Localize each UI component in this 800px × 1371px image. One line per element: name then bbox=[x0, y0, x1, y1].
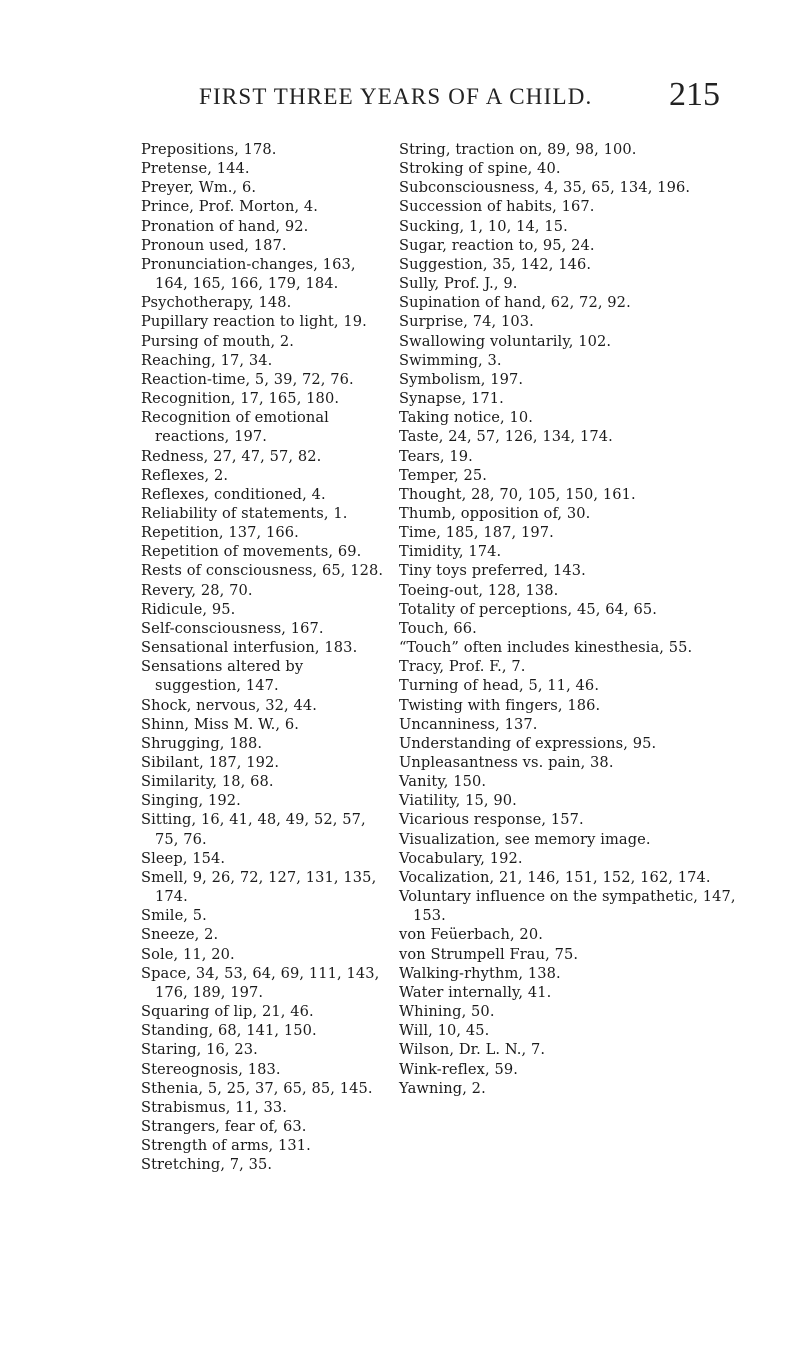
index-entry: Ridicule, 95. bbox=[141, 600, 236, 618]
running-title: FIRST THREE YEARS OF A CHILD. bbox=[199, 84, 593, 109]
index-entry: Turning of head, 5, 11, 46. bbox=[399, 677, 600, 695]
index-entry: Strangers, fear of, 63. bbox=[141, 1117, 307, 1135]
index-entry: Shrugging, 188. bbox=[141, 734, 263, 752]
index-entry: Surprise, 74, 103. bbox=[399, 313, 534, 331]
index-entry: Wilson, Dr. L. N., 7. bbox=[399, 1041, 546, 1059]
index-entry: Water internally, 41. bbox=[399, 983, 552, 1001]
index-entry: Stroking of spine, 40. bbox=[399, 160, 561, 178]
index-entry: Voluntary influence on the sympathetic, 147, 153. bbox=[399, 888, 736, 925]
index-entry: Smile, 5. bbox=[141, 907, 207, 925]
index-entry: Synapse, 171. bbox=[399, 390, 504, 408]
index-entry: Strength of arms, 131. bbox=[141, 1137, 311, 1155]
index-entry: Recognition of emotional reactions, 197. bbox=[141, 409, 329, 446]
index-entry: Thought, 28, 70, 105, 150, 161. bbox=[399, 485, 636, 503]
index-entry: Tracy, Prof. F., 7. bbox=[399, 658, 526, 676]
index-entry: Reflexes, conditioned, 4. bbox=[141, 485, 326, 503]
index-entry: Touch, 66. bbox=[399, 619, 477, 637]
index-entry: Vanity, 150. bbox=[399, 773, 487, 791]
index-entry: Strabismus, 11, 33. bbox=[141, 1098, 287, 1116]
index-column-right bbox=[399, 140, 739, 1098]
index-entry: Unpleasantness vs. pain, 38. bbox=[399, 754, 614, 771]
index-entry: String, traction on, 89, 98, 100. bbox=[399, 141, 637, 158]
index-entry: Pupillary reaction to light, 19. bbox=[141, 313, 367, 331]
index-entry: Singing, 192. bbox=[141, 792, 241, 810]
index-entry: Sitting, 16, 41, 48, 49, 52, 57, 75, 76. bbox=[141, 811, 366, 848]
index-entry: Sucking, 1, 10, 14, 15. bbox=[399, 217, 568, 235]
index-entry: Vocabulary, 192. bbox=[399, 849, 523, 867]
index-column-left bbox=[141, 140, 388, 1174]
index-entry: Subconsciousness, 4, 35, 65, 134, 196. bbox=[399, 179, 691, 197]
index-entry: Succession of habits, 167. bbox=[399, 198, 595, 216]
index-entry: Tiny toys preferred, 143. bbox=[399, 562, 586, 580]
index-entry: Time, 185, 187, 197. bbox=[399, 524, 554, 542]
index-entry: Sneeze, 2. bbox=[141, 926, 219, 944]
index-entry: Pronunciation-changes, 163, 164, 165, 166, 179, 184. bbox=[141, 255, 356, 293]
index-entry: Walking-rhythm, 138. bbox=[399, 964, 561, 982]
index-entry: Reaction-time, 5, 39, 72, 76. bbox=[141, 370, 354, 388]
index-entry: Reliability of statements, 1. bbox=[141, 504, 348, 522]
index-entry: Squaring of lip, 21, 46. bbox=[141, 1003, 314, 1021]
index-entry: Toeing-out, 128, 138. bbox=[399, 581, 559, 599]
index-entry: Similarity, 18, 68. bbox=[141, 773, 274, 791]
index-entry: Swallowing voluntarily, 102. bbox=[399, 332, 612, 350]
index-entry: Sugar, reaction to, 95, 24. bbox=[399, 236, 595, 254]
index-entry: Stretching, 7, 35. bbox=[141, 1156, 273, 1174]
index-entry: Sully, Prof. J., 9. bbox=[399, 275, 518, 293]
index-entry: Sole, 11, 20. bbox=[141, 945, 235, 963]
index-entry: Will, 10, 45. bbox=[399, 1022, 490, 1040]
index-entry: Space, 34, 53, 64, 69, 111, 143, 176, 189, 197. bbox=[141, 964, 380, 1001]
index-entry: Vicarious response, 157. bbox=[399, 811, 584, 829]
index-entry: Uncanniness, 137. bbox=[399, 715, 538, 733]
index-entry: Viatility, 15, 90. bbox=[399, 792, 517, 810]
index-entry: Temper, 25. bbox=[399, 466, 488, 484]
index-entry: Shinn, Miss M. W., 6. bbox=[141, 715, 299, 733]
index-entry: Standing, 68, 141, 150. bbox=[141, 1022, 317, 1040]
index-entry: Timidity, 174. bbox=[399, 543, 502, 561]
index-entry: Pronation of hand, 92. bbox=[141, 217, 309, 235]
index-entry: Revery, 28, 70. bbox=[141, 581, 253, 599]
index-entry: Totality of perceptions, 45, 64, 65. bbox=[399, 600, 657, 618]
index-entry: Suggestion, 35, 142, 146. bbox=[399, 255, 592, 273]
index-entry: Rests of consciousness, 65, 128. bbox=[141, 562, 384, 580]
index-entry: Understanding of expressions, 95. bbox=[399, 734, 657, 752]
index-entry: Psychotherapy, 148. bbox=[141, 294, 292, 312]
index-entry: Reaching, 17, 34. bbox=[141, 351, 273, 369]
index-entry: Taking notice, 10. bbox=[399, 409, 534, 427]
index-entry: Repetition of movements, 69. bbox=[141, 543, 362, 561]
index-entry: Thumb, opposition of, 30. bbox=[399, 504, 591, 522]
index-entry: Swimming, 3. bbox=[399, 351, 502, 369]
index-entry: Shock, nervous, 32, 44. bbox=[141, 696, 318, 714]
index-entry: Smell, 9, 26, 72, 127, 131, 135, 174. bbox=[141, 868, 377, 906]
index-entry: Taste, 24, 57, 126, 134, 174. bbox=[399, 428, 613, 446]
index-entry: Pronoun used, 187. bbox=[141, 236, 287, 254]
index-entry: Twisting with fingers, 186. bbox=[399, 696, 601, 714]
index-entry: Vocalization, 21, 146, 151, 152, 162, 174. bbox=[399, 868, 711, 886]
index-entry: Sibilant, 187, 192. bbox=[141, 754, 280, 771]
index-entry: Sleep, 154. bbox=[141, 849, 226, 867]
index-entry: Visualization, see memory image. bbox=[399, 830, 651, 848]
index-entry: Pursing of mouth, 2. bbox=[141, 332, 295, 350]
page-header bbox=[0, 76, 800, 116]
index-entry: Symbolism, 197. bbox=[399, 370, 524, 388]
index-entry: Sensations altered by suggestion, 147. bbox=[141, 658, 304, 695]
page-number: 215 bbox=[669, 76, 720, 113]
index-entry: Prepositions, 178. bbox=[141, 141, 277, 158]
index-entry: Recognition, 17, 165, 180. bbox=[141, 390, 340, 408]
index-entry: Reflexes, 2. bbox=[141, 466, 229, 484]
index-entry: Wink-reflex, 59. bbox=[399, 1060, 518, 1078]
index-entry: Whining, 50. bbox=[399, 1003, 495, 1021]
index-entry: Tears, 19. bbox=[399, 447, 473, 465]
index-entry: Staring, 16, 23. bbox=[141, 1041, 258, 1059]
index-entry: Self-consciousness, 167. bbox=[141, 619, 324, 637]
index-entry: Preyer, Wm., 6. bbox=[141, 179, 257, 197]
index-entry: Yawning, 2. bbox=[399, 1079, 486, 1097]
index-entry: Prince, Prof. Morton, 4. bbox=[141, 198, 319, 216]
index-entry: Sensational interfusion, 183. bbox=[141, 639, 358, 657]
index-entry: Sthenia, 5, 25, 37, 65, 85, 145. bbox=[141, 1079, 373, 1097]
index-entry: von Feüerbach, 20. bbox=[399, 926, 543, 944]
index-entry: Pretense, 144. bbox=[141, 160, 250, 178]
index-entry: “Touch” often includes kinesthesia, 55. bbox=[399, 639, 693, 657]
index-entry: Redness, 27, 47, 57, 82. bbox=[141, 447, 322, 465]
index-entry: Stereognosis, 183. bbox=[141, 1060, 281, 1078]
index-entry: Supination of hand, 62, 72, 92. bbox=[399, 294, 631, 312]
index-entry: Repetition, 137, 166. bbox=[141, 524, 299, 542]
index-entry: von Strumpell Frau, 75. bbox=[399, 945, 579, 963]
